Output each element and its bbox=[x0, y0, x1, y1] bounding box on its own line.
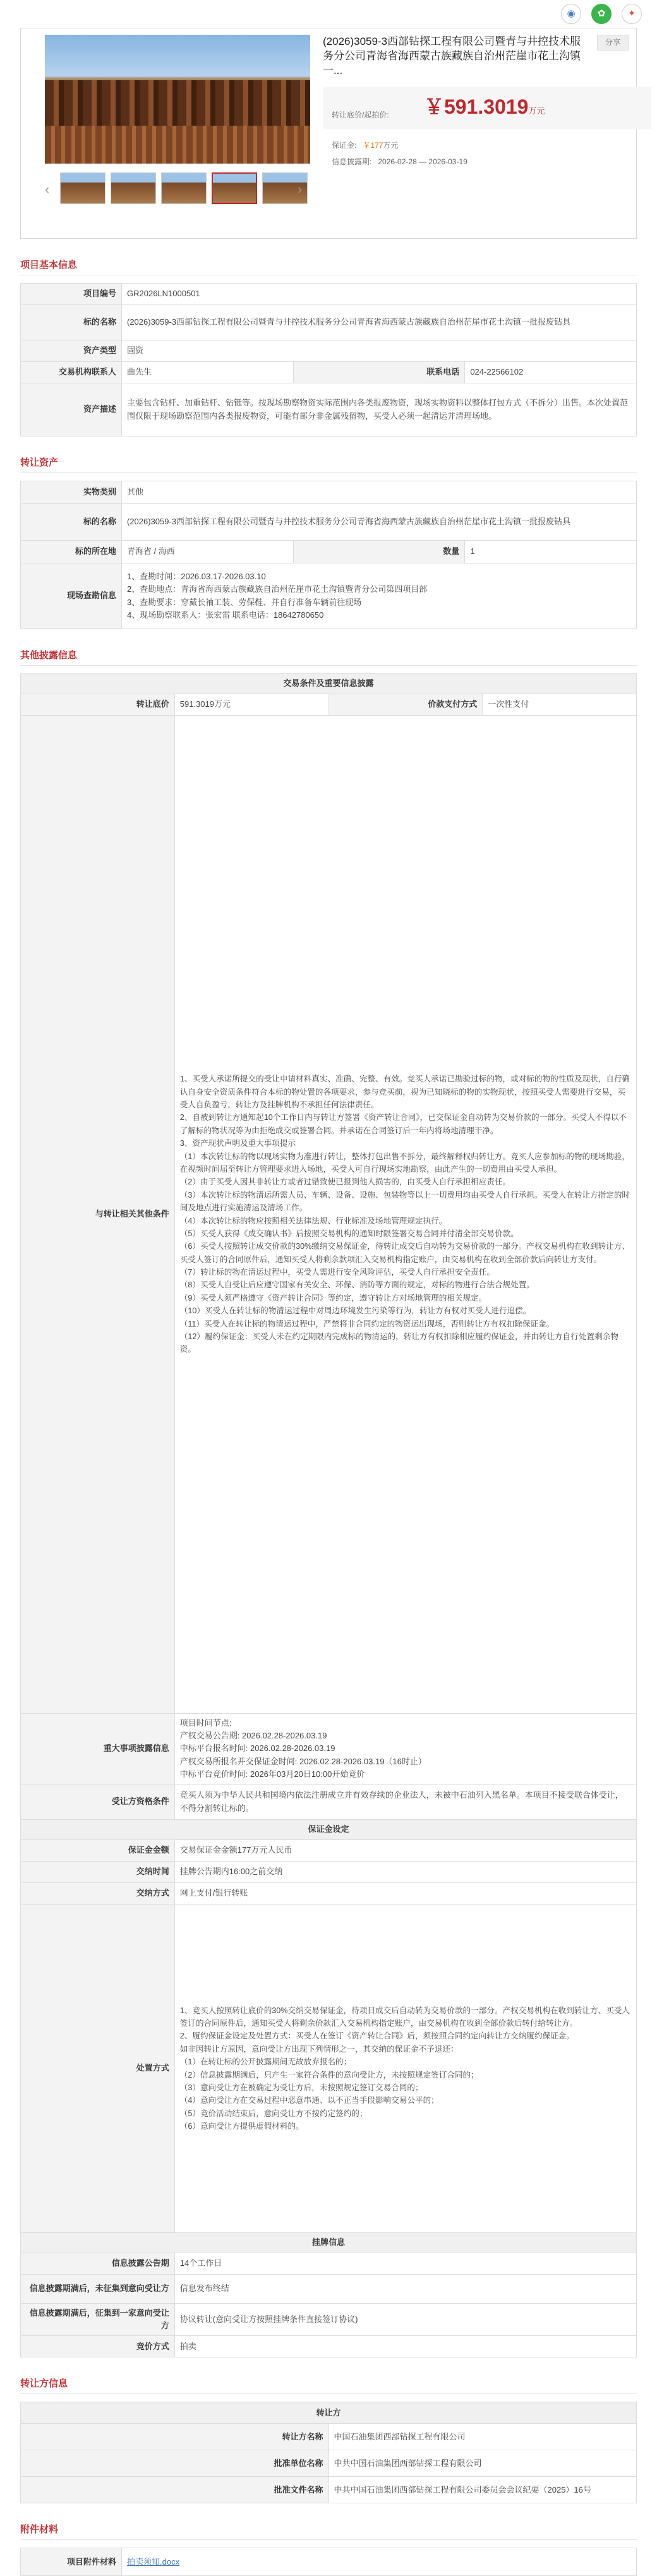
field-label: 交纳方式 bbox=[21, 1883, 175, 1905]
project-hero bbox=[20, 28, 637, 239]
field-value: 项目时间节点: 产权交易公告期: 2026.02.28-2026.03.19 中标平台报名时间: 2026.02.28-2026.03.19 产权交易所报名并交保证金时间: 2026.02.28-2026.03.19（16时止） 中标平台竞价时间: 2026年03月20日10:00开始竞价 bbox=[174, 1714, 636, 1785]
field-label: 转让方名称 bbox=[21, 2424, 329, 2450]
section-other-title: 其他披露信息 bbox=[20, 646, 637, 666]
next-arrow-icon[interactable]: › bbox=[298, 181, 303, 197]
field-label: 批准文件名称 bbox=[21, 2477, 329, 2503]
main-image bbox=[45, 35, 310, 164]
field-value: 一次性支付 bbox=[483, 694, 637, 716]
prev-arrow-icon[interactable]: ‹ bbox=[45, 181, 50, 197]
field-value: 曲先生 bbox=[122, 362, 294, 383]
field-label: 联系电话 bbox=[293, 362, 465, 383]
field-value: 1 bbox=[465, 541, 637, 563]
table-header: 交易条件及重要信息披露 bbox=[21, 674, 637, 694]
field-value: 拍卖 bbox=[174, 2336, 636, 2357]
field-label: 重大事项披露信息 bbox=[21, 1714, 175, 1785]
field-value: 14个工作日 bbox=[174, 2253, 636, 2275]
price-label: 转让底价/起拍价: bbox=[332, 111, 389, 119]
field-value: 固资 bbox=[122, 340, 637, 362]
other-info-table bbox=[20, 673, 637, 2357]
field-label: 实物类别 bbox=[21, 481, 122, 504]
field-label: 信息披露公告期 bbox=[21, 2253, 175, 2275]
transferor-table bbox=[20, 2402, 637, 2503]
eye-icon[interactable]: ◉ bbox=[561, 4, 581, 24]
field-label: 受让方资格条件 bbox=[21, 1785, 175, 1820]
field-label: 标的名称 bbox=[21, 305, 122, 340]
field-label: 标的名称 bbox=[21, 504, 122, 541]
attachment-table bbox=[20, 2548, 637, 2576]
field-label: 项目编号 bbox=[21, 284, 122, 305]
field-value: 中共中国石油集团西部钻探工程有限公司委员会会议纪要（2025）16号 bbox=[328, 2477, 637, 2503]
project-title: (2026)3059-3西部钻探工程有限公司暨青与井控技术服务分公司青海省海西蒙古族藏族自治州茫崖市花土沟镇一... bbox=[323, 35, 581, 76]
share-button[interactable]: 分享 bbox=[597, 35, 629, 51]
field-label: 竞价方式 bbox=[21, 2336, 175, 2357]
section-attachment-title: 附件材料 bbox=[20, 2520, 637, 2540]
field-value: 主要包含钻杆、加重钻杆、钻铤等。按现场勘察物资实际范围内各类报废物资，现场实物资料以整体打包方式（不拆分）出售。本次处置范围仅限于现场勘察范围内各类报废物资，可能有部分非金属残留物，买受人必须一起清运并清理场地。 bbox=[122, 383, 637, 436]
field-label: 数量 bbox=[293, 541, 465, 563]
deposit-line: 保证金: ￥177万元 bbox=[332, 141, 399, 150]
field-label: 与转让相关其他条件 bbox=[21, 716, 175, 1714]
field-label: 信息披露期满后，征集到一家意向受让方 bbox=[21, 2304, 175, 2336]
field-value: (2026)3059-3西部钻探工程有限公司暨青与井控技术服务分公司青海省海西蒙古族藏族自治州茫崖市花土沟镇一批报废钻具 bbox=[122, 504, 637, 541]
price-value: ￥591.3019万元 bbox=[424, 95, 545, 118]
field-value: 024-22566102 bbox=[465, 362, 637, 383]
basic-info-table bbox=[20, 283, 637, 436]
field-label: 资产描述 bbox=[21, 383, 122, 436]
field-value: 1、买受人承诺所提交的受让申请材料真实、准确、完整、有效。竞买人承诺已勘验过标的物，或对标的物的性质及现状，自行确认自身安全资质条件符合本标的物处置的各项要求，参与竞买前，视为已知晓标的物的实物现状，按照买受人需要进行交易，买受人自负盈亏，转让方及挂牌机构不承担任何法律责任。 2、自被到转让方通知起10个工作日内与转让方签署《资产转让合同》，已交保证金自动转为交易价款的一部分。买受人不得以不了解标的物状况等为由拒绝成交或签署合同。并承诺在合同签订后一年内将场地清理干净。 3、资产现状声明及重大事项提示 （1）本次转让标的物以现场实物为准进行转让，整体打包出售不拆分，最终解释权归转让方。竞买人应参加标的物的现场勘验，在视频时间届至转让方管理要求进入场地，买受人可自行现场实地勘察，由此产生的一切费用由买受人承担。 （2）由于买受人因其非转让方或者过错致使已报到他人损害的，由买受人自行承担相应责任。 （3）本次转让标的物清运所需人员、车辆、设备、设施、包装物等以上一切费用均由买受人自行承担。买受人在转让方指定的时间及地点进行实施清运及清场工作。 （4）本次转让标的物应按照相关法律法规、行业标准及场地管理规定执行。 （5）买受人获得《成交确认书》后按照交易机构的通知时限签署交易合同并付清全部交易价款。 （6）买受人按照转让成交价款的30%缴纳交易保证金，待转让成交后自动转为交易价款的一部分。产权交易机构在收到转让方、买受人签订的合同原件后，通知买受人将剩余款项汇入交易机构指定账户，由交易机构在收到全部价款后向转让方支付。 （7）转让标的物在清运过程中，买受人需进行安全风险评估，买受人自行承担安全责任。 （8）买受人自受让后应遵守国家有关安全、环保、消防等方面的规定，对标的物进行合法合规处置。 （9）买受人须严格遵守《资产转让合同》等约定，遵守转让方对场地管理的相关规定。 （10）买受人在转让标的物清运过程中对周边环境发生污染等行为，转让方有权对买受人进行追偿。 （11）买受人在转让标的物清运过程中，严禁将非合同约定的物资运出现场，否则转让方有权扣除保证金。 （12）履约保证金：买受人未在约定期限内完成标的物清运的，转让方有权扣除相应履约保证金，并由转让方自行处置剩余物资。 bbox=[174, 716, 636, 1714]
field-value: 挂牌公告期内16:00之前交纳 bbox=[174, 1862, 636, 1883]
price-box bbox=[323, 87, 651, 129]
field-label: 资产类型 bbox=[21, 340, 122, 362]
field-value: 信息发布终结 bbox=[174, 2275, 636, 2304]
section-asset-title: 转让资产 bbox=[20, 453, 637, 473]
thumbnail-active[interactable] bbox=[212, 172, 257, 204]
attachment-link[interactable]: 拍卖须知.docx bbox=[127, 2556, 180, 2567]
table-header: 转让方 bbox=[21, 2402, 637, 2424]
top-toolbar bbox=[0, 0, 657, 28]
field-label: 信息披露期满后，未征集到意向受让方 bbox=[21, 2275, 175, 2304]
field-value: 青海省 / 海西 bbox=[122, 541, 294, 563]
field-value bbox=[122, 2548, 637, 2576]
thumbnail[interactable] bbox=[161, 172, 207, 204]
field-value: GR2026LN1000501 bbox=[122, 284, 637, 305]
field-label: 标的所在地 bbox=[21, 541, 122, 563]
weibo-icon[interactable]: ✦ bbox=[622, 4, 642, 24]
field-label: 价款支付方式 bbox=[328, 694, 483, 716]
field-value: 网上支付/银行转账 bbox=[174, 1883, 636, 1905]
disclosure-period: 信息披露期: 2026-02-28 — 2026-03-19 bbox=[332, 157, 467, 166]
thumbnail[interactable] bbox=[60, 172, 105, 204]
asset-table bbox=[20, 481, 637, 629]
field-value: 中共中国石油集团西部钻探工程有限公司 bbox=[328, 2450, 637, 2477]
field-label: 交易机构联系人 bbox=[21, 362, 122, 383]
field-value: (2026)3059-3西部钻探工程有限公司暨青与井控技术服务分公司青海省海西蒙古族藏族自治州茫崖市花土沟镇一批报废钻具 bbox=[122, 305, 637, 340]
section-transferor-title: 转让方信息 bbox=[20, 2374, 637, 2394]
field-label: 批准单位名称 bbox=[21, 2450, 329, 2477]
field-value: 中国石油集团西部钻探工程有限公司 bbox=[328, 2424, 637, 2450]
field-value: 其他 bbox=[122, 481, 637, 504]
field-label: 保证金金额 bbox=[21, 1840, 175, 1862]
field-value: 1、竞买人按照转让底价的30%交纳交易保证金，待项目成交后自动转为交易价款的一部分。产权交易机构在收到转让方、买受人签订的合同原件后，通知买受人将剩余价款汇入交易机构指定账户，由交易机构在收到全部价款后转付给转让方。 2、履约保证金设定及处置方式：买受人在签订《资产转让合同》后，须按照合同约定向转让方交纳履约保证金。 如非因转让方原因，意向受让方出现下列情形之一，其交纳的保证金不予退还： （1）在转让标的公开披露期间无故放弃报名的； （2）信息披露期满后，只产生一家符合条件的意向受让方，未按照规定签订合同的； （3）意向受让方在被确定为受让方后，未按照规定签订交易合同的； （4）意向受让方在交易过程中恶意串通、以不正当手段影响交易公平的； （5）竞价活动结束后，意向受让方不按约定签约的； （6）意向受让方提供虚假材料的。 bbox=[174, 1905, 636, 2233]
thumbnail[interactable] bbox=[111, 172, 156, 204]
wechat-icon[interactable]: ✿ bbox=[591, 4, 612, 24]
field-value: 591.3019万元 bbox=[174, 694, 328, 716]
field-value: 1、查勘时间：2026.03.17-2026.03.10 2、查勘地点：青海省海西蒙古族藏族自治州茫崖市花土沟镇暨青分公司第四项目部 3、查勘要求：穿戴长袖工装、劳保鞋、并自行准备车辆前往现场 4、现场勘察联系人：张宏雷 联系电话：18642780650 bbox=[122, 563, 637, 629]
table-header: 挂牌信息 bbox=[21, 2233, 637, 2253]
section-basic-title: 项目基本信息 bbox=[20, 255, 637, 275]
field-label: 转让底价 bbox=[21, 694, 175, 716]
field-label: 交纳时间 bbox=[21, 1862, 175, 1883]
field-value: 交易保证金金额177万元人民币 bbox=[174, 1840, 636, 1862]
field-label: 处置方式 bbox=[21, 1905, 175, 2233]
field-value: 竞买人须为中华人民共和国境内依法注册成立并有效存续的企业法人，未被中石油列入黑名单。本项目不接受联合体受让，不得分割转让标的。 bbox=[174, 1785, 636, 1820]
table-header: 保证金设定 bbox=[21, 1820, 637, 1840]
thumbnail-strip bbox=[60, 172, 308, 204]
field-value: 协议转让(意向受让方按照挂牌条件直接签订协议) bbox=[174, 2304, 636, 2336]
field-label: 现场查勘信息 bbox=[21, 563, 122, 629]
field-label: 项目附件材料 bbox=[21, 2548, 122, 2576]
